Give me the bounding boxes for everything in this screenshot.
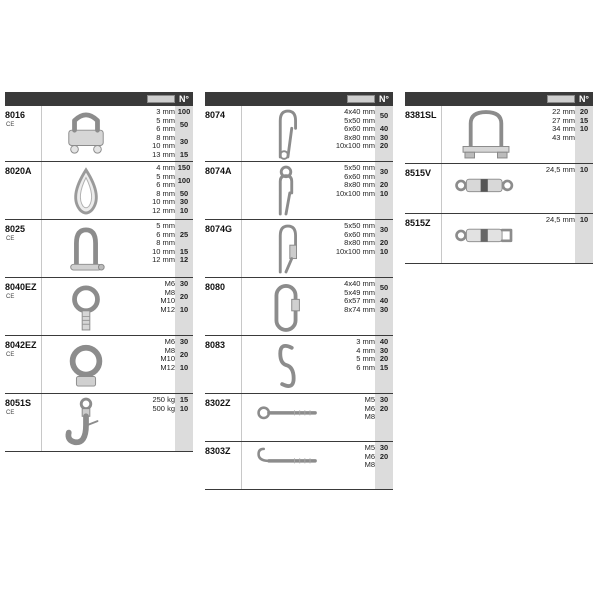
product-code: 8515V: [405, 168, 432, 178]
size-value: 4x40 mm: [344, 107, 375, 116]
quantity-value: 50: [379, 111, 389, 121]
swivel-hook-icon: [41, 394, 130, 451]
brand-logo-icon: [147, 95, 175, 103]
column-header: [405, 92, 593, 106]
size-value: 10x100 mm: [335, 246, 375, 256]
size-value: 13 mm: [152, 149, 175, 159]
size-value: 8x80 mm: [344, 238, 375, 247]
size-value: 5 mm: [156, 115, 175, 125]
size-value: M6: [164, 279, 175, 288]
snap-hook-icon: [241, 106, 330, 161]
quantity-value: 10: [179, 304, 189, 314]
product-8083: [205, 336, 393, 394]
size-value: 4x40 mm: [344, 279, 375, 288]
ce-mark: CE: [6, 410, 15, 416]
size-list: [356, 336, 375, 372]
size-value: 5 mm: [356, 354, 375, 363]
product-code: 8302Z: [205, 398, 231, 408]
quantity-value: 30: [379, 167, 389, 177]
quantity-value: 15: [379, 362, 389, 372]
product-8016: [5, 106, 193, 162]
quantity-value: 30: [379, 395, 389, 404]
quantity-value: 30: [379, 225, 389, 235]
catalog-column-1: [5, 92, 193, 452]
size-value: 6 mm: [156, 229, 175, 239]
size-list: [336, 106, 375, 151]
size-value: M10: [160, 354, 175, 363]
quantity-value: 150: [177, 163, 191, 172]
size-value: 10 mm: [152, 246, 175, 256]
quantity-value: 10: [379, 188, 389, 198]
thimble-icon: [41, 162, 130, 219]
quantity-value: 15: [179, 246, 189, 256]
size-value: 8 mm: [156, 188, 175, 198]
ce-mark: CE: [6, 294, 15, 300]
size-value: 34 mm: [552, 124, 575, 133]
brand-logo-icon: [347, 95, 375, 103]
brand-logo-icon: [547, 95, 575, 103]
size-value: 5 mm: [156, 171, 175, 181]
size-value: 12 mm: [152, 205, 175, 215]
eye-bolt-icon: [41, 278, 130, 335]
size-list: [152, 220, 175, 265]
product-code: 8381SL: [405, 110, 437, 120]
catalog-column-3: [405, 92, 593, 264]
size-value: M12: [160, 362, 175, 372]
snap-hook-lock-icon: [241, 220, 330, 277]
eye-screw-icon: [241, 394, 330, 441]
size-list: [546, 164, 575, 175]
swivel-eye-jaw-icon: [441, 214, 530, 263]
size-value: 8x74 mm: [344, 304, 375, 314]
size-value: 6x60 mm: [344, 229, 375, 239]
quantity-value: 25: [179, 229, 189, 239]
size-value: 22 mm: [552, 107, 575, 116]
size-value: M8: [164, 345, 175, 355]
d-shackle-icon: [41, 220, 130, 277]
product-8074: [205, 106, 393, 162]
ce-mark: CE: [6, 236, 15, 242]
wire-rope-clip-icon: [41, 106, 130, 161]
product-8042ez: [5, 336, 193, 394]
product-8051s: [5, 394, 193, 452]
size-value: 250 kg: [152, 395, 175, 404]
size-value: 10x100 mm: [335, 188, 375, 198]
size-value: 5x50 mm: [344, 115, 375, 125]
quantity-value: 20: [179, 349, 189, 359]
quantity-value: 50: [379, 283, 389, 293]
size-value: M6: [164, 337, 175, 346]
size-value: 10 mm: [152, 197, 175, 206]
quantity-value: 20: [379, 403, 389, 413]
size-value: 6 mm: [156, 124, 175, 133]
quantity-value: 30: [379, 443, 389, 452]
size-value: M6: [364, 451, 375, 461]
size-value: 4 mm: [156, 163, 175, 172]
size-value: 5x50 mm: [344, 163, 375, 172]
quantity-value: 10: [179, 362, 189, 372]
quantity-value: 50: [179, 188, 189, 198]
size-value: M8: [364, 412, 375, 421]
size-list: [365, 394, 375, 422]
size-list: [546, 214, 575, 225]
quantity-value: 20: [379, 451, 389, 461]
quantity-value: 20: [379, 141, 389, 150]
size-value: 5x49 mm: [344, 287, 375, 297]
product-code: 8016: [5, 110, 26, 120]
quantity-value: 30: [179, 197, 189, 206]
quantity-value: 20: [379, 238, 389, 247]
size-value: M8: [164, 287, 175, 297]
catalog-column-2: [205, 92, 393, 490]
quantity-value: 20: [179, 291, 189, 301]
size-value: M6: [364, 403, 375, 413]
product-code: 8074A: [205, 166, 232, 176]
quantity-value: 10: [579, 124, 589, 133]
size-value: 10 mm: [152, 141, 175, 150]
size-list: [152, 106, 175, 159]
quantity-value: 15: [179, 395, 189, 404]
size-list: [336, 220, 375, 256]
column-header: [5, 92, 193, 106]
quantity-value: 15: [179, 149, 189, 159]
quantity-value: 20: [379, 354, 389, 363]
size-value: 6 mm: [156, 180, 175, 189]
product-code: 8074: [205, 110, 226, 120]
quantity-header: N°: [178, 94, 190, 104]
product-8080: [205, 278, 393, 336]
product-code: 8080: [205, 282, 226, 292]
product-code: 8042EZ: [5, 340, 37, 350]
product-8302z: [205, 394, 393, 442]
quantity-value: 10: [179, 403, 189, 413]
size-value: 6x60 mm: [344, 171, 375, 181]
size-list: [160, 278, 175, 314]
size-value: 27 mm: [552, 115, 575, 125]
size-value: M5: [364, 395, 375, 404]
product-8381sl: [405, 106, 593, 164]
size-value: M12: [160, 304, 175, 314]
size-value: 3 mm: [356, 337, 375, 346]
quick-link-icon: [241, 278, 330, 335]
quantity-value: 20: [379, 180, 389, 189]
eye-nut-icon: [41, 336, 130, 393]
quantity-value: 40: [379, 296, 389, 305]
quantity-value: 10: [179, 205, 189, 215]
size-value: 8 mm: [156, 132, 175, 142]
size-value: M5: [364, 443, 375, 452]
quantity-value: 30: [379, 132, 389, 142]
product-code: 8083: [205, 340, 226, 350]
product-8074a: [205, 162, 393, 220]
u-bolt-icon: [441, 106, 530, 163]
product-8303z: [205, 442, 393, 490]
product-code: 8020A: [5, 166, 32, 176]
swivel-eye-eye-icon: [441, 164, 530, 213]
product-code: 8040EZ: [5, 282, 37, 292]
product-code: 8025: [5, 224, 26, 234]
size-value: 43 mm: [552, 132, 575, 142]
quantity-value: 12: [179, 255, 189, 264]
quantity-value: 50: [179, 119, 189, 129]
quantity-value: 100: [177, 107, 191, 116]
size-list: [160, 336, 175, 372]
quantity-value: 30: [179, 279, 189, 288]
product-8515z: [405, 214, 593, 264]
quantity-value: 100: [177, 175, 191, 185]
quantity-value: 10: [379, 246, 389, 256]
size-list: [336, 162, 375, 198]
quantity-value: 30: [379, 345, 389, 355]
size-list: [365, 442, 375, 470]
size-value: 6 mm: [356, 362, 375, 372]
size-value: M8: [364, 460, 375, 469]
quantity-value: 10: [579, 165, 589, 174]
product-code: 8515Z: [405, 218, 431, 228]
product-8020a: [5, 162, 193, 220]
product-8515v: [405, 164, 593, 214]
product-code: 8303Z: [205, 446, 231, 456]
size-value: 500 kg: [152, 403, 175, 413]
size-list: [344, 278, 375, 314]
quantity-value: 15: [579, 115, 589, 125]
size-value: 8x80 mm: [344, 180, 375, 189]
quantity-value: 30: [179, 337, 189, 346]
size-value: 5x50 mm: [344, 221, 375, 230]
size-value: 12 mm: [152, 255, 175, 264]
size-value: 3 mm: [156, 107, 175, 116]
size-list: [152, 162, 175, 215]
size-value: 8x80 mm: [344, 132, 375, 142]
quantity-value: 40: [379, 124, 389, 133]
size-value: 4 mm: [356, 345, 375, 355]
product-code: 8074G: [205, 224, 233, 234]
quantity-value: 20: [579, 107, 589, 116]
size-value: 5 mm: [156, 221, 175, 230]
product-8074g: [205, 220, 393, 278]
quantity-value: 30: [179, 136, 189, 146]
size-value: 8 mm: [156, 238, 175, 247]
s-hook-icon: [241, 336, 330, 393]
size-value: 6x60 mm: [344, 124, 375, 133]
quantity-value: 30: [379, 304, 389, 314]
size-value: M10: [160, 296, 175, 305]
size-value: 10x100 mm: [335, 141, 375, 150]
snap-hook-eyelet-icon: [241, 162, 330, 219]
column-header: [205, 92, 393, 106]
size-value: 6x57 mm: [344, 296, 375, 305]
product-8040ez: [5, 278, 193, 336]
product-8025: [5, 220, 193, 278]
size-list: [552, 106, 575, 142]
size-value: 24,5 mm: [545, 165, 575, 174]
size-list: [152, 394, 175, 413]
quantity-header: N°: [578, 94, 590, 104]
size-value: 24,5 mm: [545, 215, 575, 224]
quantity-header: N°: [378, 94, 390, 104]
quantity-value: 10: [579, 215, 589, 224]
ce-mark: CE: [6, 352, 15, 358]
ce-mark: CE: [6, 122, 15, 128]
product-code: 8051S: [5, 398, 32, 408]
quantity-value: 40: [379, 337, 389, 346]
hook-screw-icon: [241, 442, 330, 489]
